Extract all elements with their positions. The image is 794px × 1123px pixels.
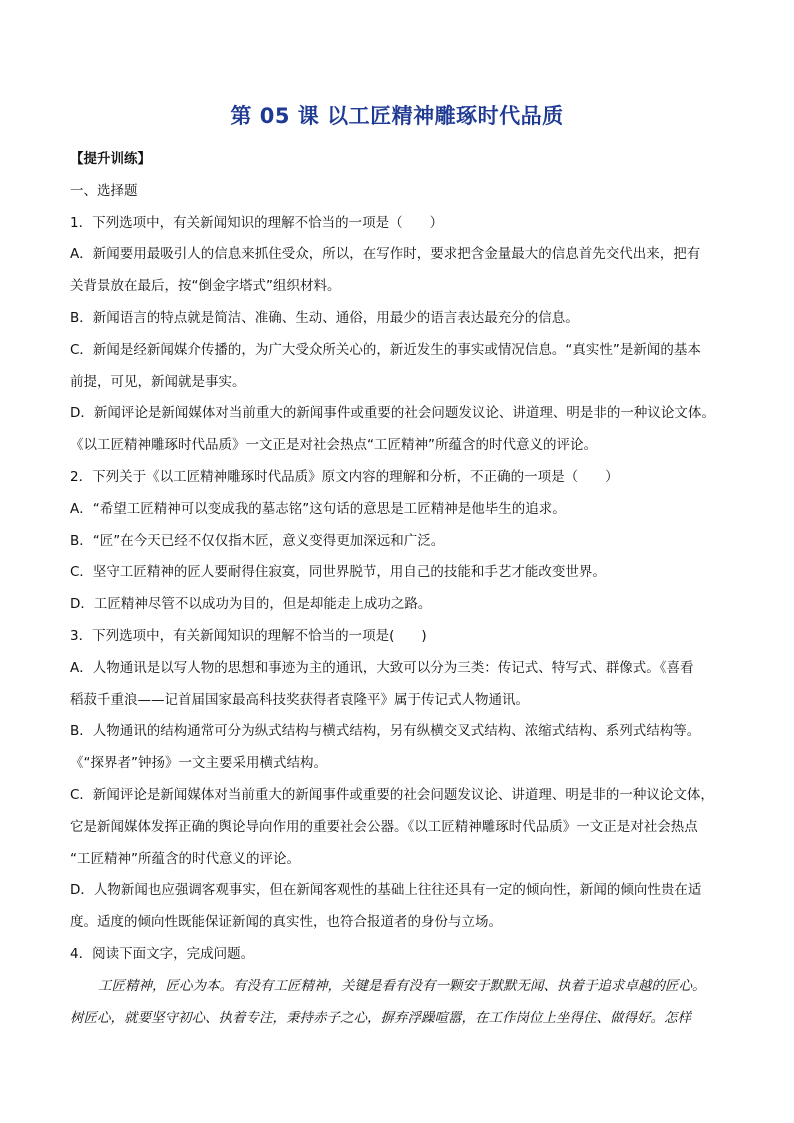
- question-2-stem: 2．下列关于《以工匠精神雕琢时代品质》原文内容的理解和分析，不正确的一项是（ ）: [70, 468, 619, 485]
- question-3-option-c: C．新闻评论是新闻媒体对当前重大的新闻事件或重要的社会问题发议论、讲道理、明是非的一种议论文体，: [70, 786, 714, 803]
- question-2-option-b: B．“匠”在今天已经不仅仅指木匠，意义变得更加深远和广泛。: [70, 532, 445, 549]
- question-2-option-d: D．工匠精神尽管不以成功为目的，但是却能走上成功之路。: [70, 596, 432, 613]
- question-2-option-c: C．坚守工匠精神的匠人要耐得住寂寞，同世界脱节，用自己的技能和手艺才能改变世界。: [70, 564, 606, 581]
- question-1-option-a-cont: 关背景放在最后，按“倒金字塔式”组织材料。: [70, 278, 341, 295]
- question-3-option-c-cont-2: “工匠精神”所蕴含的时代意义的评论。: [70, 850, 300, 867]
- question-1-option-d-cont: 《以工匠精神雕琢时代品质》一文正是对社会热点“工匠精神”所蕴含的时代意义的评论。: [70, 437, 597, 454]
- question-1-option-b: B．新闻语言的特点就是简洁、准确、生动、通俗，用最少的语言表达最充分的信息。: [70, 309, 579, 326]
- question-3-option-d: D．人物新闻也应强调客观事实，但在新闻客观性的基础上往往还具有一定的倾向性，新闻的倾向性贵在适: [70, 882, 702, 899]
- question-1-option-a: A．新闻要用最吸引人的信息来抓住受众，所以，在写作时，要求把含金量最大的信息首先交代出来，把有: [70, 246, 701, 263]
- question-1-option-c: C．新闻是经新闻媒介传播的，为广大受众所关心的，新近发生的事实或情况信息。“真实性”是新闻的基本: [70, 341, 701, 358]
- section-tag: 【提升训练】: [70, 151, 151, 167]
- question-3-option-c-cont: 它是新闻媒体发挥正确的舆论导向作用的重要社会公器。《以工匠精神雕琢时代品质》一文正是对社会热点: [70, 818, 698, 835]
- question-3-stem: 3．下列选项中，有关新闻知识的理解不恰当的一项是( ): [70, 627, 427, 644]
- question-4-stem: 4．阅读下面文字，完成问题。: [70, 945, 255, 962]
- document-body: [70, 144, 730, 1034]
- reading-passage-line-1: 工匠精神，匠心为本。有没有工匠精神，关键是看有没有一颗安于默默无闻、执着于追求卓越的匠心。: [98, 977, 706, 994]
- section-heading: 一、选择题: [70, 182, 138, 199]
- page-title: 第 05 课 以工匠精神雕琢时代品质: [230, 104, 564, 128]
- question-1-option-d: D．新闻评论是新闻媒体对当前重大的新闻事件或重要的社会问题发议论、讲道理、明是非的一种议论文体。: [70, 405, 715, 422]
- question-3-option-a-cont: 稻菽千重浪——记首届国家最高科技奖获得者袁隆平》属于传记式人物通讯。: [70, 691, 529, 708]
- question-1-stem: 1．下列选项中，有关新闻知识的理解不恰当的一项是（ ）: [70, 214, 444, 231]
- question-3-option-a: A．人物通讯是以写人物的思想和事迹为主的通讯，大致可以分为三类：传记式、特写式、群像式。《喜看: [70, 659, 694, 676]
- question-2-option-a: A．“希望工匠精神可以变成我的墓志铭”这句话的意思是工匠精神是他毕生的追求。: [70, 500, 566, 517]
- question-3-option-d-cont: 度。适度的倾向性既能保证新闻的真实性，也符合报道者的身份与立场。: [70, 914, 502, 931]
- question-1-option-c-cont: 前提，可见，新闻就是事实。: [70, 373, 246, 390]
- reading-passage-line-2: 树匠心，就要坚守初心、执着专注，秉持赤子之心，摒弃浮躁喧嚣，在工作岗位上坐得住、做得好。怎样: [70, 1009, 691, 1026]
- question-3-option-b-cont: 《“探界者”钟扬》一文主要采用横式结构。: [70, 755, 327, 772]
- question-3-option-b: B．人物通讯的结构通常可分为纵式结构与横式结构，另有纵横交叉式结构、浓缩式结构、系列式结构等。: [70, 723, 701, 740]
